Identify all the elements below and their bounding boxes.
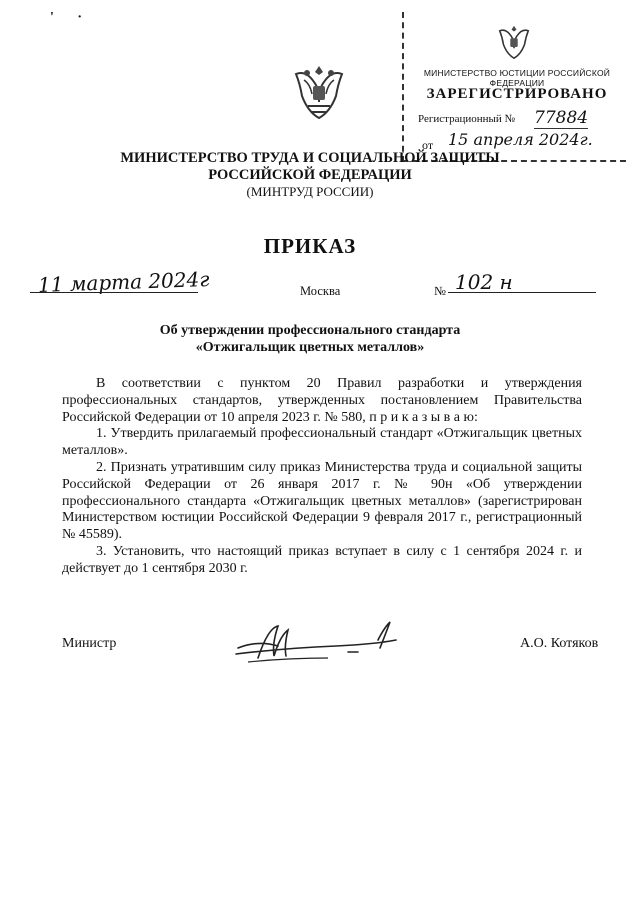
order-date: 11 марта 2024г bbox=[37, 267, 210, 297]
handwritten-signature bbox=[228, 618, 428, 668]
stamp-reg-label: Регистрационный № bbox=[418, 113, 516, 125]
stamp-status: ЗАРЕГИСТРИРОВАНО bbox=[426, 86, 608, 102]
stamp-reg-number: 77884 bbox=[534, 108, 589, 128]
date-underline bbox=[30, 292, 198, 293]
subject-line-1: Об утверждении профессионального стандарта bbox=[159, 323, 461, 338]
ministry-short-name: (МИНТРУД РОССИИ) bbox=[246, 184, 374, 199]
ministry-line-2: РОССИЙСКОЙ ФЕДЕРАЦИИ bbox=[208, 167, 412, 183]
order-number: 102 н bbox=[455, 270, 513, 294]
ministry-line-1: МИНИСТЕРСТВО ТРУДА И СОЦИАЛЬНОЙ ЗАЩИТЫ bbox=[120, 150, 500, 166]
signer-name: А.О. Котяков bbox=[520, 636, 599, 651]
order-body bbox=[62, 376, 582, 578]
paragraph-3: 3. Установить, что настоящий приказ вступает в силу с 1 сентября 2024 г. и действует до 1 сентября 2030 г. bbox=[62, 543, 582, 576]
corner-marks: ' · bbox=[50, 10, 93, 25]
paragraph-2: 2. Признать утратившим силу приказ Министерства труда и социальной защиты Российской Федерации от 26 января 2017 г. № 90н «Об утверждении профессионального стандарта «Отжигальщик цветных металлов» (зарегистрирован Министерством юстиции Российской Федерации 9 февраля 2017 г., регистрационный № 45589). bbox=[62, 459, 582, 543]
paragraph-preamble: В соответствии с пунктом 20 Правил разработки и утверждения профессиональных стандартов, утвержденных постановлением Правительства Российской Федерации от 10 апреля 2023 г. № 580, п р и к а з ы в а ю: bbox=[62, 376, 582, 425]
order-number-label: № bbox=[434, 284, 446, 298]
paragraph-1: 1. Утвердить прилагаемый профессиональный стандарт «Отжигальщик цветных металлов». bbox=[62, 426, 582, 459]
stamp-from-label: от bbox=[422, 138, 434, 152]
stamp-emblem-icon bbox=[496, 22, 532, 62]
stamp-ministry: МИНИСТЕРСТВО ЮСТИЦИИ РОССИЙСКОЙ ФЕДЕРАЦИИ bbox=[423, 68, 611, 88]
registration-stamp bbox=[402, 12, 626, 162]
stamp-date: 15 апреля 2024г. bbox=[448, 130, 593, 149]
order-city: Москва bbox=[300, 284, 341, 298]
ministry-name bbox=[60, 150, 560, 184]
signer-position: Министр bbox=[62, 636, 117, 651]
subject-line-2: «Отжигальщик цветных металлов» bbox=[195, 340, 425, 355]
coat-of-arms-icon bbox=[290, 60, 348, 124]
document-title: ПРИКАЗ bbox=[263, 234, 357, 258]
number-underline bbox=[448, 292, 596, 293]
order-subject bbox=[60, 322, 560, 356]
